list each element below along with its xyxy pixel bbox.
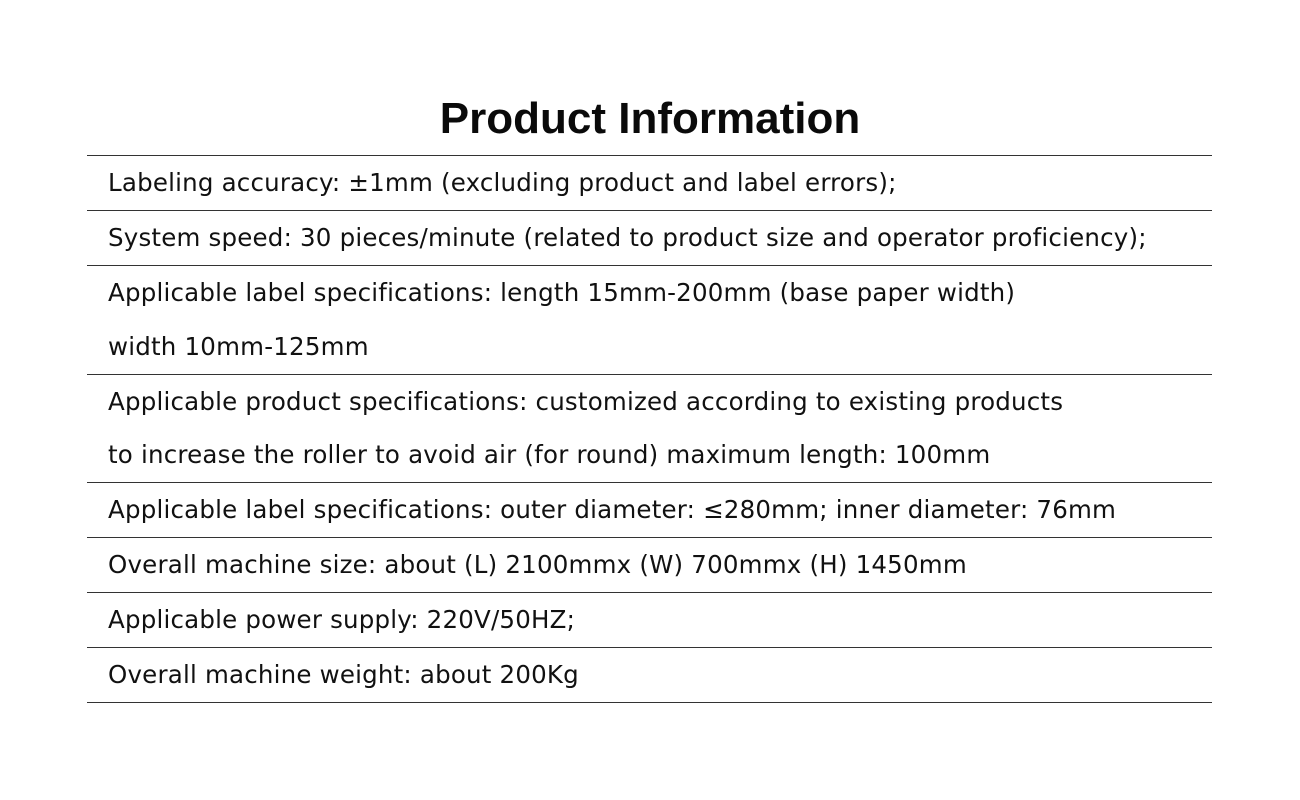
spec-row-labeling-accuracy	[87, 156, 1212, 211]
page-title: Product Information	[439, 94, 861, 144]
spec-row-system-speed	[87, 211, 1212, 266]
spec-text-continued: width 10mm-125mm	[108, 331, 369, 361]
spec-text: Applicable label specifications: outer diameter: ≤280mm; inner diameter: 76mm	[108, 495, 1117, 525]
spec-row-product-specifications	[87, 375, 1212, 484]
spec-text: Labeling accuracy: ±1mm (excluding product and label errors);	[108, 168, 897, 197]
spec-row-power-supply	[87, 593, 1212, 648]
spec-row-machine-weight	[87, 648, 1212, 703]
spec-table	[87, 155, 1212, 703]
spec-text-continued: to increase the roller to avoid air (for round) maximum length: 100mm	[108, 440, 991, 470]
spec-text: Overall machine weight: about 200Kg	[108, 660, 579, 690]
spec-text: Applicable label specifications: length 15mm-200mm (base paper width)	[108, 277, 1016, 307]
spec-row-label-specifications	[87, 266, 1212, 375]
spec-text: Overall machine size: about (L) 2100mmx (W) 700mmx (H) 1450mm	[108, 550, 967, 580]
spec-text: System speed: 30 pieces/minute (related to product size and operator proficiency);	[108, 222, 1147, 252]
spec-text: Applicable power supply: 220V/50HZ;	[108, 605, 576, 635]
spec-row-label-diameter	[87, 483, 1212, 538]
spec-row-machine-size	[87, 538, 1212, 593]
spec-text: Applicable product specifications: customized according to existing products	[108, 386, 1064, 416]
